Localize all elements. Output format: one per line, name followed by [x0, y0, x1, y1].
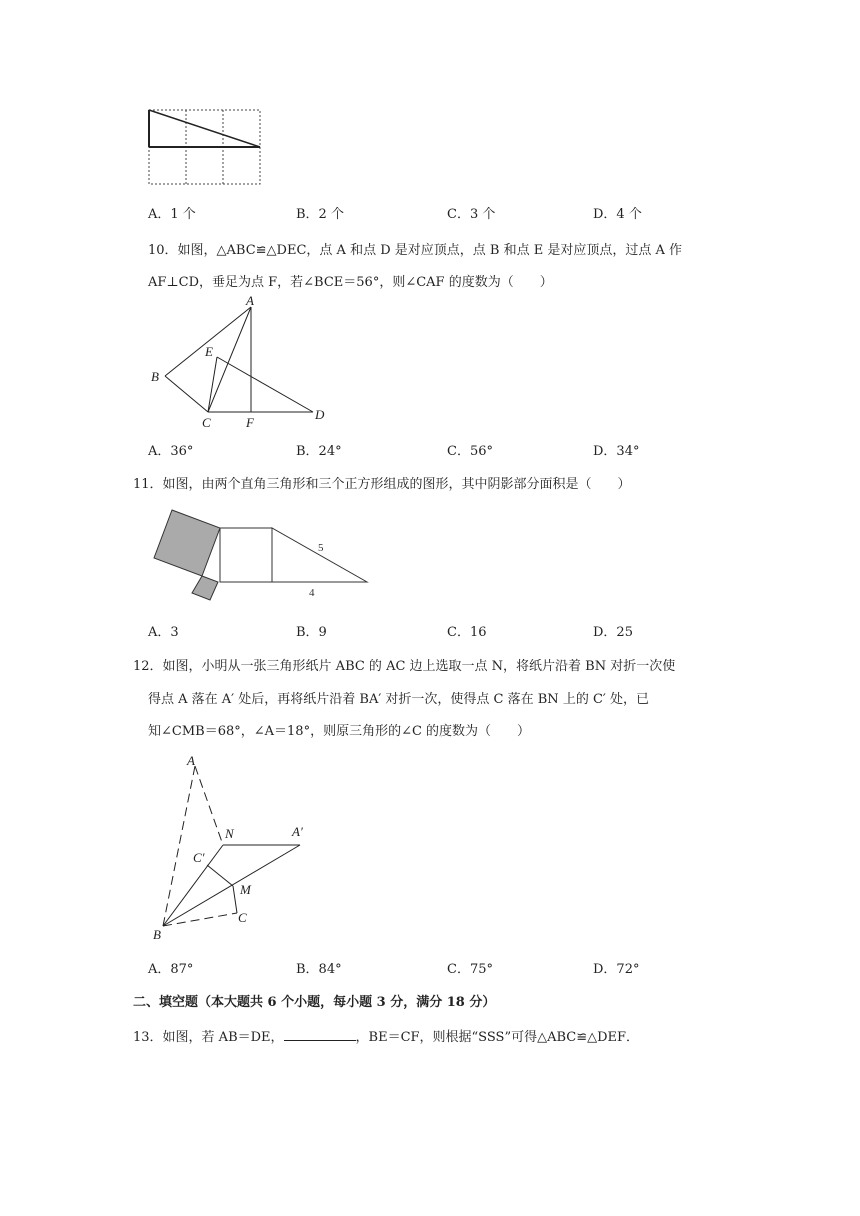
- q11-option-d: D．25: [593, 625, 633, 640]
- label-B: B: [151, 369, 159, 384]
- q9-grid-figure: [145, 105, 265, 189]
- q11-text-line1: 11．如图，由两个直角三角形和三个正方形组成的图形，其中阴影部分面积是（ ）: [133, 477, 631, 492]
- label-base: 4: [309, 587, 315, 599]
- segment-BA: [165, 307, 251, 376]
- label-A-prime: A′: [292, 824, 303, 839]
- shaded-small-square: [192, 576, 218, 600]
- q10-option-d: D．34°: [593, 444, 640, 459]
- label-F: F: [246, 415, 254, 430]
- q13-prefix: 13．如图，若 AB＝DE，: [133, 1030, 284, 1045]
- label-M: M: [240, 882, 251, 897]
- q12-option-b: B．84°: [296, 962, 342, 977]
- segment-BC: [165, 376, 208, 412]
- q13-text: [133, 1026, 639, 1045]
- segment-ED: [217, 357, 313, 412]
- middle-square: [220, 528, 272, 582]
- label-C-prime: C′: [193, 850, 205, 865]
- label-C: C: [238, 910, 247, 925]
- q11-option-b: B．9: [296, 625, 327, 640]
- q9-option-a: A．1 个: [148, 207, 196, 222]
- q9-option-b: B．2 个: [296, 207, 344, 222]
- label-E: E: [205, 344, 213, 359]
- q12-option-d: D．72°: [593, 962, 640, 977]
- q12-folding-figure: [145, 750, 325, 945]
- q13-suffix: ，BE＝CF，则根据“SSS”可得△ABC≌△DEF．: [355, 1030, 640, 1045]
- q12-text-line1: 12．如图，小明从一张三角形纸片 ABC 的 AC 边上选取一点 N，将纸片沿着 BN 对折一次使: [133, 659, 676, 674]
- section-heading: 二、填空题（本大题共 6 个小题，每小题 3 分，满分 18 分）: [133, 995, 496, 1010]
- q13-answer-blank[interactable]: [284, 1028, 356, 1041]
- segment-MC: [233, 886, 237, 913]
- q12-option-a: A．87°: [148, 962, 194, 977]
- label-hypotenuse: 5: [318, 542, 324, 554]
- q10-triangle-figure: [145, 290, 345, 430]
- dashed-BA: [163, 766, 195, 926]
- label-A: A: [246, 293, 254, 308]
- q10-option-c: C．56°: [447, 444, 493, 459]
- triangle-hypotenuse: [149, 110, 260, 147]
- shaded-large-square: [154, 510, 220, 576]
- q12-text-line3: 知∠CMB＝68°，∠A＝18°，则原三角形的∠C 的度数为（ ）: [148, 724, 531, 739]
- q12-option-c: C．75°: [447, 962, 493, 977]
- right-triangle: [272, 528, 367, 582]
- segment-CE: [208, 357, 217, 412]
- label-N: N: [225, 826, 234, 841]
- label-D: D: [315, 407, 325, 422]
- label-A: A: [187, 753, 195, 768]
- q11-option-a: A．3: [148, 625, 179, 640]
- q10-text-line1: 10．如图，△ABC≌△DEC，点 A 和点 D 是对应顶点，点 B 和点 E 是对应顶点，过点 A 作: [148, 243, 682, 258]
- segment-C-prime-M: [207, 865, 233, 886]
- q10-option-b: B．24°: [296, 444, 342, 459]
- q10-option-a: A．36°: [148, 444, 194, 459]
- q11-squares-figure: [148, 503, 378, 608]
- q9-option-c: C．3 个: [447, 207, 496, 222]
- q10-text-line2: AF⊥CD，垂足为点 F，若∠BCE＝56°，则∠CAF 的度数为（ ）: [148, 275, 553, 290]
- q12-text-line2: 得点 A 落在 A′ 处后，再将纸片沿着 BA′ 对折一次，使得点 C 落在 BN 上的 C′ 处，已: [148, 692, 649, 707]
- segment-AC: [208, 307, 251, 412]
- dashed-AN: [195, 766, 223, 845]
- q11-option-c: C．16: [447, 625, 487, 640]
- segment-BA-prime: [163, 845, 300, 926]
- label-B: B: [153, 927, 161, 942]
- q9-option-d: D．4 个: [593, 207, 642, 222]
- label-C: C: [202, 415, 211, 430]
